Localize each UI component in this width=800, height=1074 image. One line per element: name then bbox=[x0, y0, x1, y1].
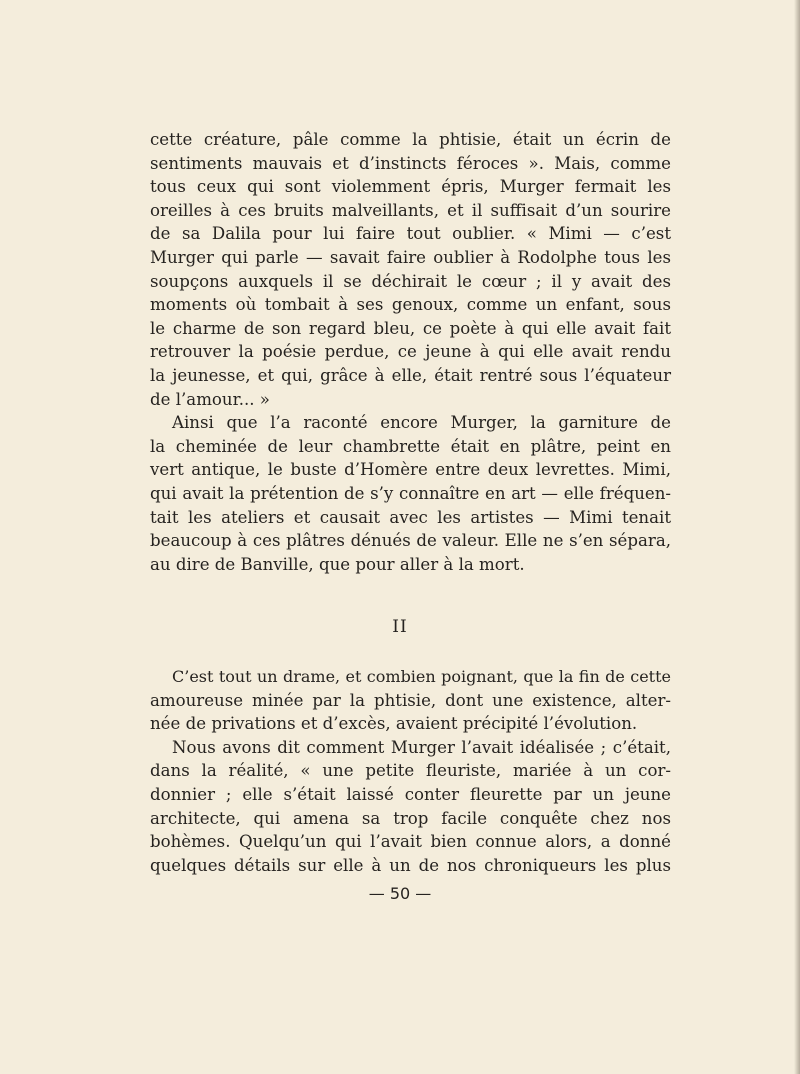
text-line: qui avait la prétention de s’y connaître en art — elle fréquen- bbox=[150, 483, 671, 503]
text-line: cette créature, pâle comme la phtisie, était un écrin de bbox=[150, 130, 671, 149]
text-line: amoureuse minée par la phtisie, dont une existence, alter- bbox=[150, 690, 671, 710]
text-line: Murger qui parle — savait faire oublier à Rodolphe tous les bbox=[150, 247, 671, 267]
text-line: quelques détails sur elle à un de nos chroniqueurs les plus bbox=[150, 855, 671, 875]
text-line: la jeunesse, et qui, grâce à elle, était rentré sous l’équateur bbox=[150, 365, 671, 385]
text-line: moments où tombait à ses genoux, comme un enfant, sous bbox=[150, 295, 671, 315]
body-text-part-1 bbox=[150, 128, 671, 576]
text-line: tous ceux qui sont violemment épris, Murger fermait les bbox=[150, 177, 671, 197]
text-line: tait les ateliers et causait avec les artistes — Mimi tenait bbox=[150, 507, 671, 527]
text-line: le charme de son regard bleu, ce poète à qui elle avait fait bbox=[150, 318, 671, 338]
text-line: retrouver la poésie perdue, ce jeune à qui elle avait rendu bbox=[150, 342, 671, 362]
page-edge-shadow bbox=[794, 0, 800, 1074]
text-line: oreilles à ces bruits malveillants, et il suffisait d’un sourire bbox=[150, 200, 671, 220]
text-line: C’est tout un drame, et combien poignant, que la fin de cette bbox=[172, 667, 671, 686]
text-line: architecte, qui amena sa trop facile conquête chez nos bbox=[150, 808, 671, 828]
text-line: Nous avons dit comment Murger l’avait idéalisée ; c’était, bbox=[172, 737, 671, 757]
text-line: sentiments mauvais et d’instincts féroces ». Mais, comme bbox=[150, 153, 671, 173]
text-line: de l’amour... » bbox=[150, 389, 270, 409]
text-line: beaucoup à ces plâtres dénués de valeur. Elle ne s’en sépara, bbox=[150, 531, 671, 551]
text-line: vert antique, le buste d’Homère entre deux levrettes. Mimi, bbox=[150, 460, 671, 480]
section-heading: II bbox=[392, 617, 408, 637]
text-line: née de privations et d’excès, avaient précipité l’évolution. bbox=[150, 714, 638, 734]
text-line: de sa Dalila pour lui faire tout oublier. « Mimi — c’est bbox=[150, 224, 671, 244]
text-line: donnier ; elle s’était laissé conter fleurette par un jeune bbox=[150, 784, 671, 804]
text-line: bohèmes. Quelqu’un qui l’avait bien connue alors, a donné bbox=[150, 832, 671, 852]
body-text-part-2 bbox=[150, 665, 671, 877]
text-line: dans la réalité, « une petite fleuriste, mariée à un cor- bbox=[150, 761, 671, 781]
page-number: — 50 — bbox=[368, 884, 432, 903]
text-line: la cheminée de leur chambrette était en plâtre, peint en bbox=[150, 436, 671, 456]
text-line: soupçons auxquels il se déchirait le cœur ; il y avait des bbox=[150, 271, 671, 291]
text-line: Ainsi que l’a raconté encore Murger, la garniture de bbox=[172, 413, 671, 433]
text-line: au dire de Banville, que pour aller à la mort. bbox=[150, 554, 525, 574]
